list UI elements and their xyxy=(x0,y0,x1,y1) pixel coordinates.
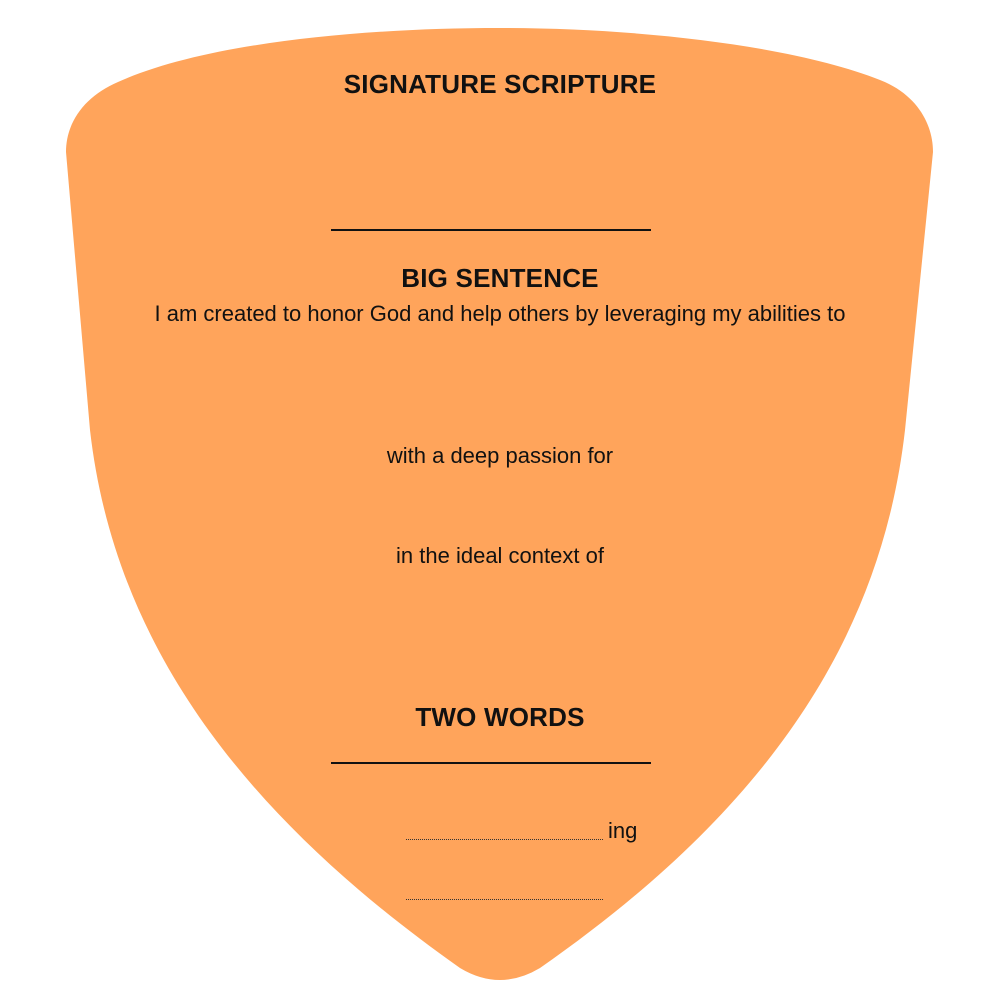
shield-fill xyxy=(66,28,933,980)
signature-scripture-heading: SIGNATURE SCRIPTURE xyxy=(343,69,657,99)
two-words-heading: TWO WORDS xyxy=(415,702,585,732)
big-sentence-line-context: in the ideal context of xyxy=(396,543,604,568)
first-word-blank[interactable] xyxy=(406,839,603,840)
two-words-divider xyxy=(331,762,651,764)
big-sentence-line-passion: with a deep passion for xyxy=(386,443,614,468)
big-sentence-heading: BIG SENTENCE xyxy=(401,263,599,293)
big-sentence-line-abilities: I am created to honor God and help others by leveraging my abilities to xyxy=(154,301,846,326)
first-word-suffix: ing xyxy=(608,818,638,843)
signature-scripture-answer-line[interactable] xyxy=(331,229,651,231)
second-word-blank[interactable] xyxy=(406,899,603,900)
